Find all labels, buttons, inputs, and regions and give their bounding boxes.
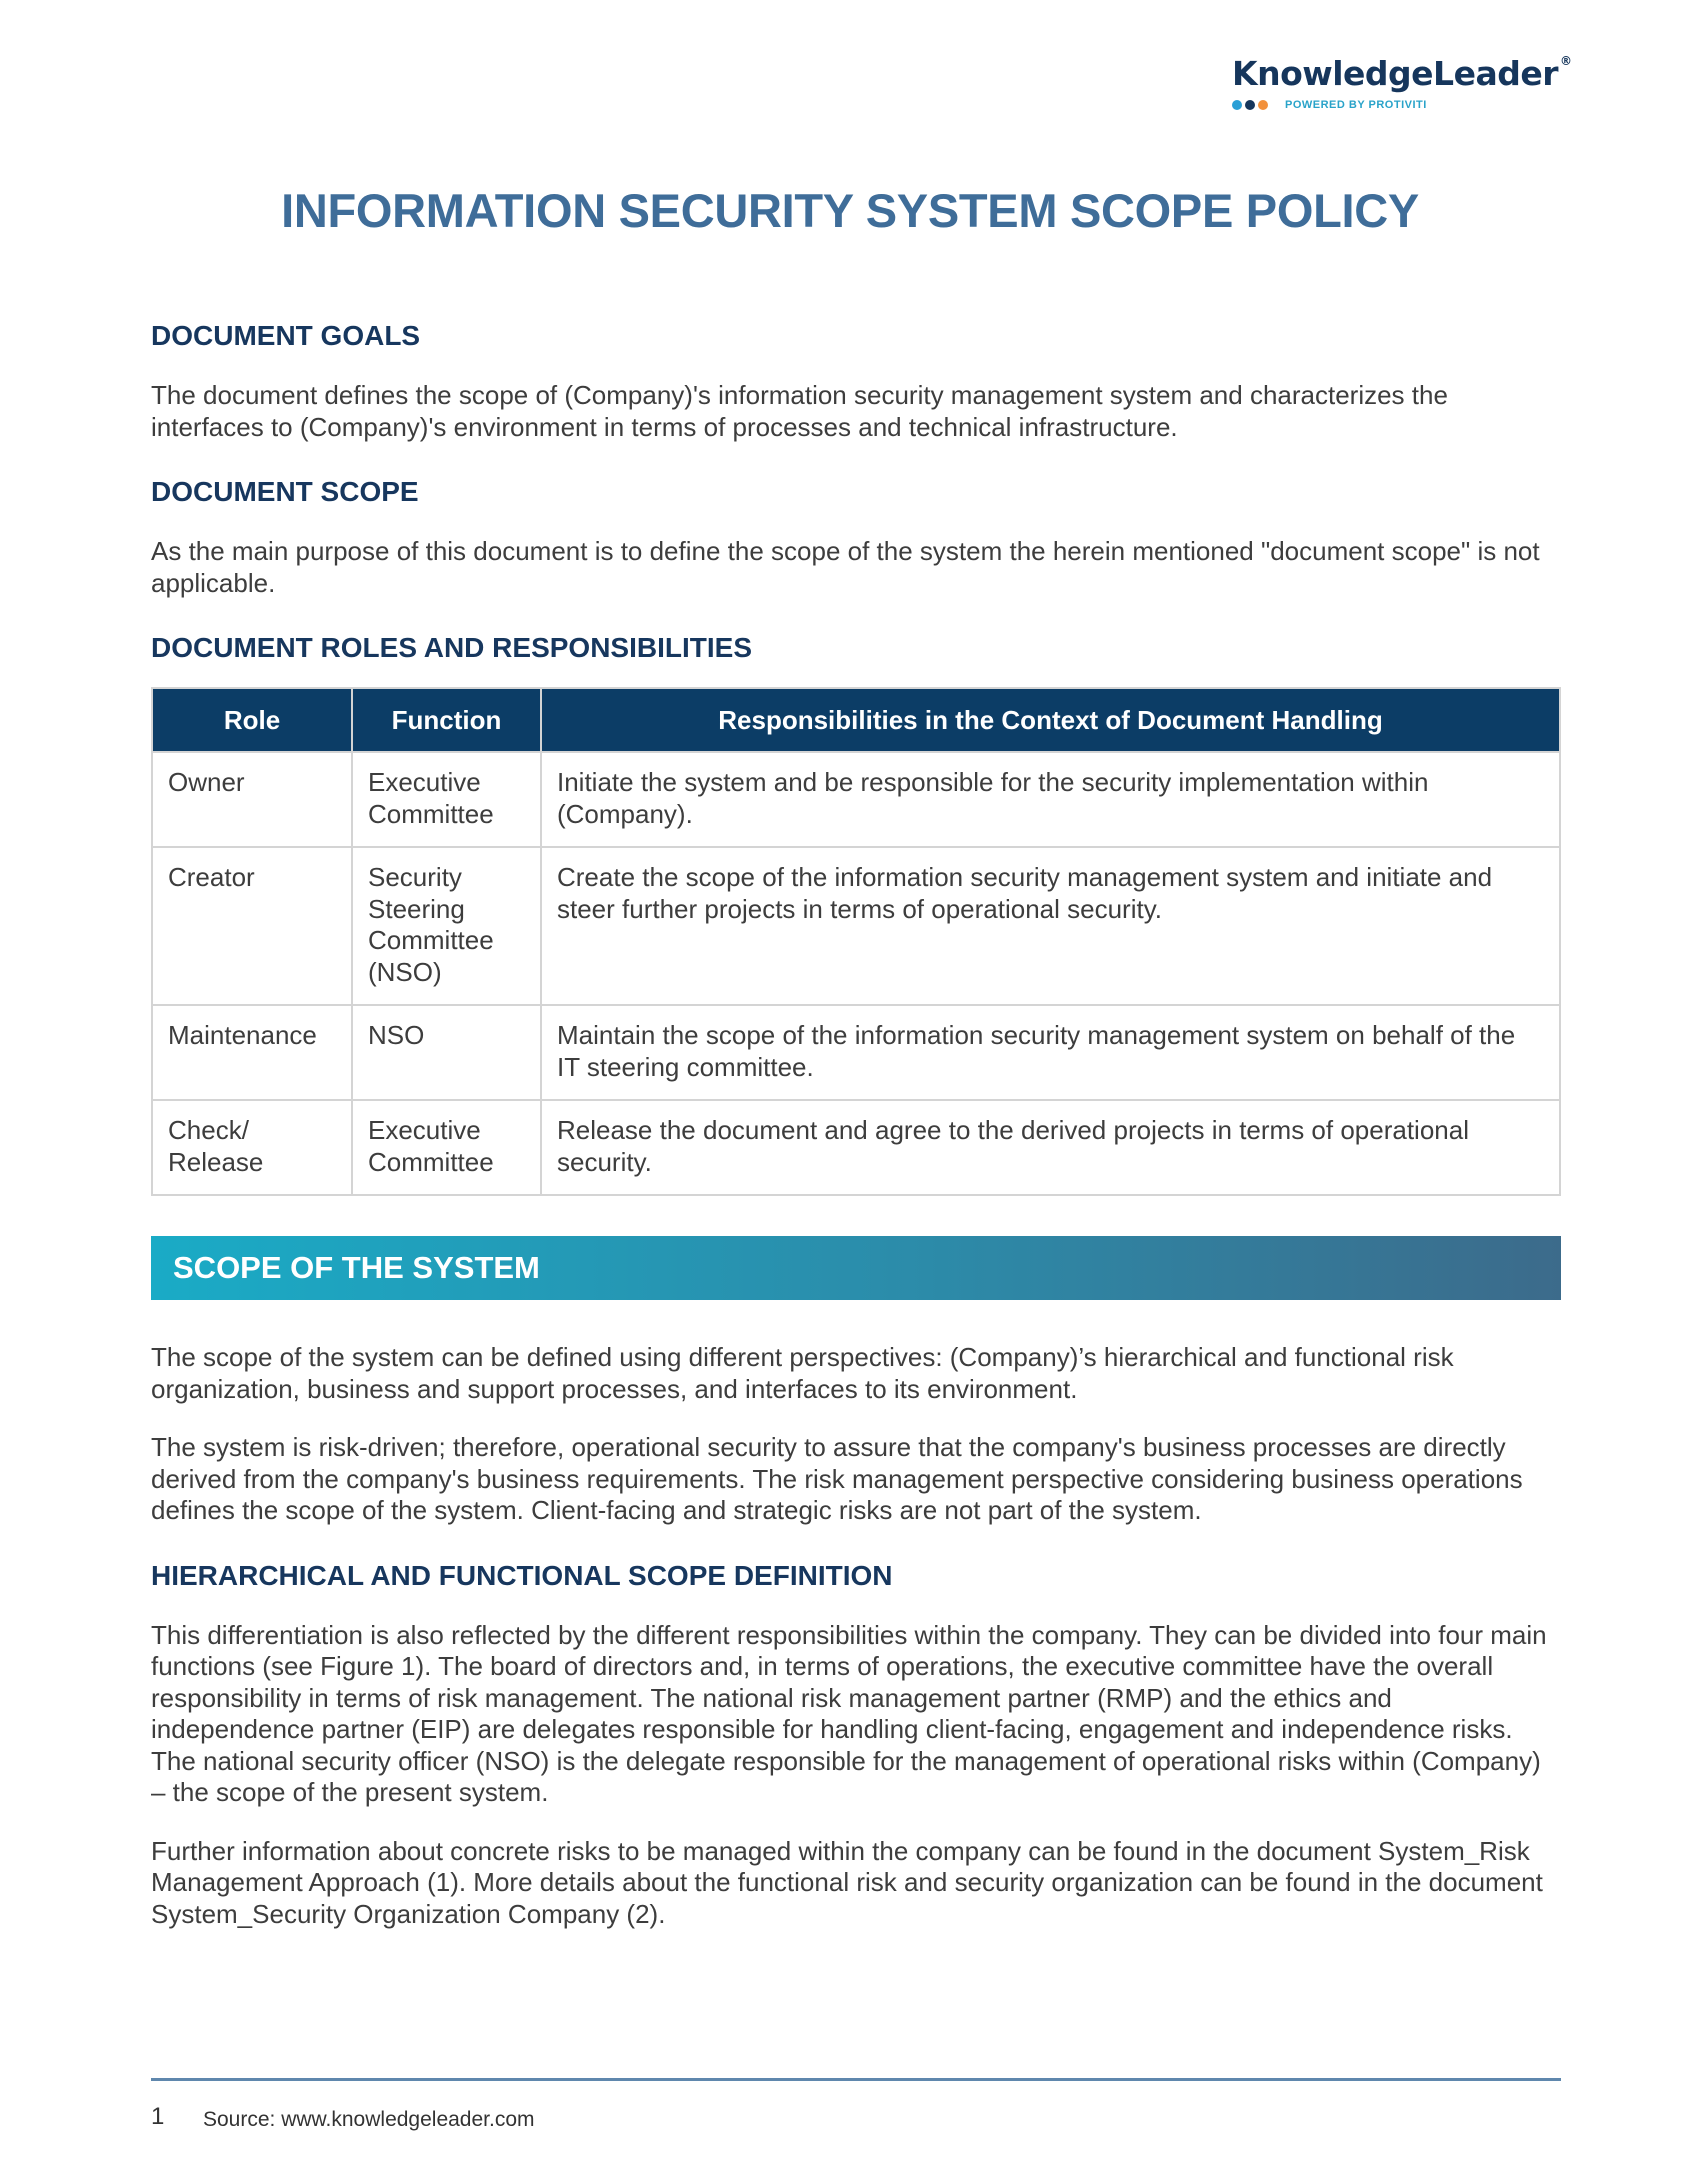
logo-wordmark — [1232, 54, 1572, 93]
hierarchical-paragraph-1: This differentiation is also reflected by the different responsibilities within the company. They can be divided into four main functions (see Figure 1). The board of directors and, in terms of operations, the executive committee have the overall responsibility in terms of risk management. The national risk management partner (RMP) and the ethics and independence partner (EIP) are delegates responsible for handling client-facing, engagement and independence risks. The national security officer (NSO) is the delegate responsible for the management of operational risks within (Company) – the scope of the present system. — [151, 1619, 1547, 1807]
role-cell: Owner — [152, 752, 352, 847]
role-cell: Creator — [152, 847, 352, 1005]
footer-divider — [151, 2078, 1561, 2081]
function-cell: Executive Committee — [352, 752, 541, 847]
logo-subline — [1232, 99, 1562, 111]
roles-table — [151, 687, 1561, 1196]
system-paragraph-2: The system is risk-driven; therefore, operational security to assure that the company's business processes are directly derived from the company's business requirements. The risk management perspective considering business operations defines the scope of the system. Client-facing and strategic risks are not part of the system. — [151, 1432, 1523, 1525]
logo-tagline: POWERED BY PROTIVITI — [1285, 99, 1427, 111]
function-cell: Executive Committee — [352, 1100, 541, 1195]
section-banner-scope: SCOPE OF THE SYSTEM — [151, 1236, 1561, 1300]
table-row — [152, 847, 1560, 1005]
function-cell: NSO — [352, 1005, 541, 1100]
role-cell: Check/ Release — [152, 1100, 352, 1195]
roles-heading: DOCUMENT ROLES AND RESPONSIBILITIES — [151, 632, 753, 663]
system-paragraph-1: The scope of the system can be defined using different perspectives: (Company)’s hierarchical and functional risk organization, business and support processes, and interfaces to its environment. — [151, 1342, 1454, 1404]
page-number: 1 — [151, 2103, 165, 2130]
table-row — [152, 752, 1560, 847]
column-header-role: Role — [152, 688, 352, 752]
table-row — [152, 1100, 1560, 1195]
logo-name-text: KnowledgeLeader — [1232, 54, 1558, 93]
role-cell: Maintenance — [152, 1005, 352, 1100]
document-body — [151, 320, 1561, 1930]
scope-heading: DOCUMENT SCOPE — [151, 476, 419, 507]
logo-dot-icon — [1258, 100, 1268, 110]
table-row — [152, 1005, 1560, 1100]
function-cell: Security Steering Committee (NSO) — [352, 847, 541, 1005]
logo — [1232, 54, 1572, 111]
goals-heading: DOCUMENT GOALS — [151, 320, 421, 351]
hierarchical-paragraph-2: Further information about concrete risks to be managed within the company can be found in the document System_Risk Management Approach (1). More details about the functional risk and security organization can be found in the document System_Security Organization Company (2). — [151, 1835, 1543, 1929]
page-title: INFORMATION SECURITY SYSTEM SCOPE POLICY — [281, 184, 1419, 237]
responsibility-cell: Maintain the scope of the information security management system on behalf of the IT steering committee. — [541, 1005, 1560, 1100]
table-header-row — [152, 688, 1560, 752]
logo-registered-mark: ® — [1560, 54, 1572, 68]
column-header-function: Function — [352, 688, 541, 752]
logo-dot-icon — [1245, 100, 1255, 110]
logo-dot-icon — [1232, 100, 1242, 110]
responsibility-cell: Initiate the system and be responsible for the security implementation within (Company). — [541, 752, 1560, 847]
hierarchical-heading: HIERARCHICAL AND FUNCTIONAL SCOPE DEFINITION — [151, 1559, 893, 1591]
column-header-responsibilities: Responsibilities in the Context of Document Handling — [541, 688, 1560, 752]
goals-text: The document defines the scope of (Company)'s information security management system and characterizes the interfaces to (Company)'s environment in terms of processes and technical infrastructure. — [151, 380, 1448, 442]
scope-text: As the main purpose of this document is to define the scope of the system the herein mentioned "document scope" is not applicable. — [151, 536, 1540, 598]
responsibility-cell: Release the document and agree to the derived projects in terms of operational security. — [541, 1100, 1560, 1195]
footer-source: Source: www.knowledgeleader.com — [203, 2108, 535, 2131]
responsibility-cell: Create the scope of the information security management system and initiate and steer further projects in terms of operational security. — [541, 847, 1560, 1005]
